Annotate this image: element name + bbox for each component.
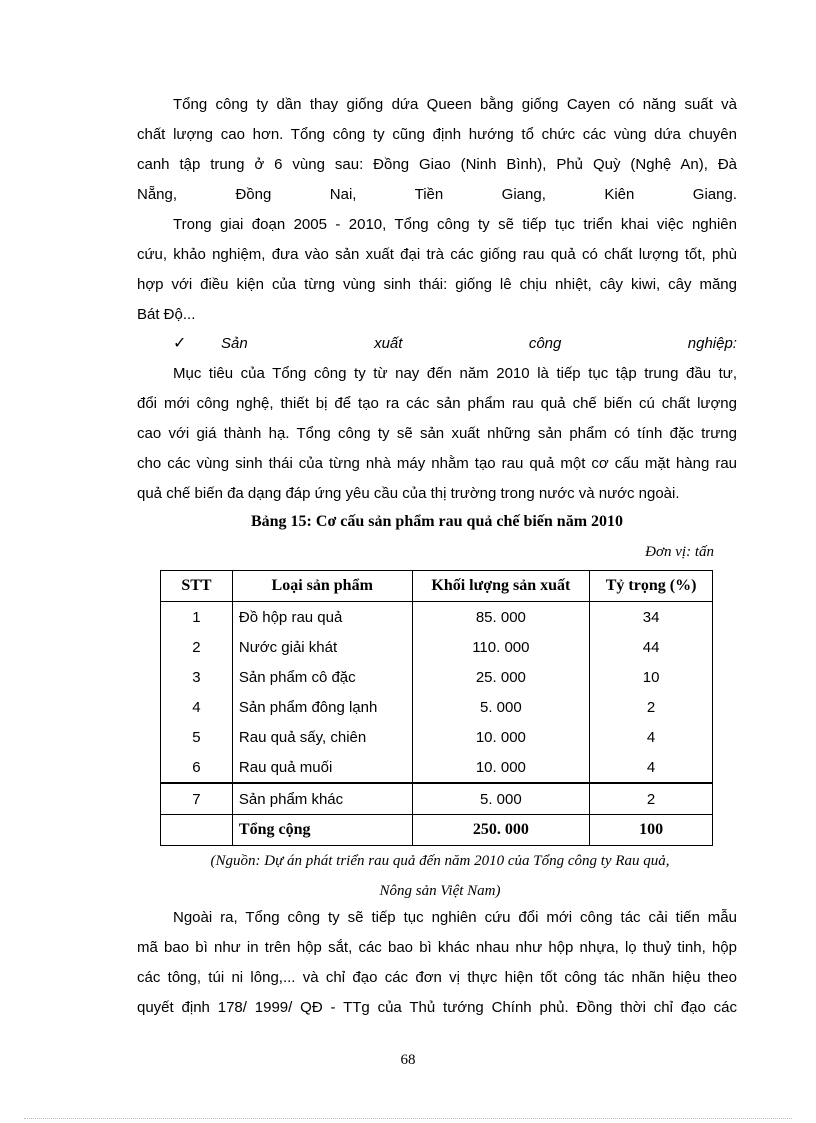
table-source-note xyxy=(160,846,720,906)
cell-share: 44 xyxy=(590,632,713,662)
paragraph-pineapple-varieties xyxy=(137,90,737,210)
source-line: (Nguồn: Dự án phát triển rau quả đến năm 2010 của Tổng công ty Rau quả, xyxy=(210,853,670,869)
table-header-row xyxy=(161,571,713,602)
text-line: Ngoài ra, Tổng công ty sẽ tiếp tục nghiên cứu đổi mới công tác cải tiến mẫu xyxy=(173,909,737,926)
page-number: 68 xyxy=(400,1052,416,1068)
cell-total-share: 100 xyxy=(590,815,713,846)
text-line: đổi mới công nghệ, thiết bị để tạo ra các sản phẩm rau quả chế biến cú chất lượng xyxy=(137,395,737,412)
table-row xyxy=(161,783,713,815)
table-unit: Đơn vị: tấn xyxy=(645,544,714,560)
cell-stt: 5 xyxy=(161,722,233,752)
cell-product: Sản phẩm cô đặc xyxy=(232,662,412,692)
heading-word: công xyxy=(528,335,562,352)
table-row xyxy=(161,632,713,662)
cell-share: 4 xyxy=(590,722,713,752)
text-line: mã bao bì như in trên hộp sắt, các bao bì khác nhau như hộp nhựa, lọ thuỷ tinh, hộp xyxy=(137,939,737,956)
cell-product: Rau quả sấy, chiên xyxy=(232,722,412,752)
cell-share: 4 xyxy=(590,752,713,783)
cell-share: 2 xyxy=(590,692,713,722)
cell-stt: 2 xyxy=(161,632,233,662)
cell-stt-empty xyxy=(161,815,233,846)
cell-product: Sản phẩm khác xyxy=(232,783,412,815)
section-heading-words xyxy=(203,329,737,359)
table-row xyxy=(161,692,713,722)
cell-share: 2 xyxy=(590,783,713,815)
cell-product: Đồ hộp rau quả xyxy=(232,602,412,633)
cell-product: Rau quả muối xyxy=(232,752,412,783)
table-row xyxy=(161,722,713,752)
cell-stt: 6 xyxy=(161,752,233,783)
cell-volume: 85. 000 xyxy=(412,602,590,633)
table-row xyxy=(161,752,713,783)
heading-word: xuất xyxy=(374,335,403,352)
cell-product: Nước giải khát xyxy=(232,632,412,662)
text-line: các tông, túi ni lông,... và chỉ đạo các đơn vị thực hiện tốt công tác nhãn hiệu theo xyxy=(137,969,737,986)
cell-stt: 4 xyxy=(161,692,233,722)
header-stt: STT xyxy=(161,571,233,602)
cell-volume: 110. 000 xyxy=(412,632,590,662)
cell-volume: 5. 000 xyxy=(412,783,590,815)
cell-share: 10 xyxy=(590,662,713,692)
text-line: hợp với điều kiện của từng vùng sinh thái: giống lê chịu nhiệt, cây kiwi, cây măng xyxy=(137,276,737,293)
text-line: Nẵng, Đồng Nai, Tiền Giang, Kiên Giang. xyxy=(137,186,737,203)
text-line: cứu, khảo nghiệm, đưa vào sản xuất đại trà các giống rau quả có chất lượng tốt, phù xyxy=(137,246,737,263)
product-structure-table xyxy=(160,570,713,846)
text-line: cho các vùng sinh thái của từng nhà máy nhằm tạo rau quả một cơ cấu mặt hàng rau xyxy=(137,455,737,472)
page-bottom-divider xyxy=(24,1118,792,1119)
paragraph-packaging xyxy=(137,903,737,1023)
heading-word: nghiệp: xyxy=(687,335,737,352)
paragraph-research-plan xyxy=(137,210,737,330)
table-row xyxy=(161,602,713,633)
heading-word: Sản xyxy=(221,335,248,352)
cell-volume: 25. 000 xyxy=(412,662,590,692)
table-caption: Bảng 15: Cơ cấu sản phẩm rau quả chế biến năm 2010 xyxy=(250,513,624,530)
text-line: Tổng công ty dần thay giống dứa Queen bằng giống Cayen có năng suất và xyxy=(173,96,737,113)
header-volume: Khối lượng sản xuất xyxy=(412,571,590,602)
paragraph-objectives xyxy=(137,359,737,509)
text-line: Trong giai đoạn 2005 - 2010, Tổng công ty sẽ tiếp tục triển khai việc nghiên xyxy=(173,216,737,233)
text-line: Bát Độ... xyxy=(137,306,196,323)
table-total-row xyxy=(161,815,713,846)
text-line: quả chế biến đa dạng đáp ứng yêu cầu của thị trường trong nước và nước ngoài. xyxy=(137,485,680,502)
cell-volume: 10. 000 xyxy=(412,722,590,752)
header-share: Tỷ trọng (%) xyxy=(590,571,713,602)
source-line: Nông sản Việt Nam) xyxy=(379,883,501,899)
table-row xyxy=(161,662,713,692)
header-product-type: Loại sản phẩm xyxy=(232,571,412,602)
cell-volume: 5. 000 xyxy=(412,692,590,722)
cell-total-label: Tổng cộng xyxy=(232,815,412,846)
cell-stt: 3 xyxy=(161,662,233,692)
text-line: chất lượng cao hơn. Tổng công ty cũng định hướng tổ chức các vùng dứa chuyên xyxy=(137,126,737,143)
text-line: Mục tiêu của Tổng công ty từ nay đến năm 2010 là tiếp tục tập trung đầu tư, xyxy=(173,365,737,382)
cell-total-volume: 250. 000 xyxy=(412,815,590,846)
cell-share: 34 xyxy=(590,602,713,633)
cell-stt: 7 xyxy=(161,783,233,815)
section-heading-industrial-production xyxy=(137,329,737,359)
cell-stt: 1 xyxy=(161,602,233,633)
text-line: cao với giá thành hạ. Tổng công ty sẽ sản xuất những sản phẩm có tính đặc trưng xyxy=(137,425,737,442)
checkmark-icon: ✓ xyxy=(173,335,187,352)
cell-product: Sản phẩm đông lạnh xyxy=(232,692,412,722)
text-line: canh tập trung ở 6 vùng sau: Đồng Giao (Ninh Bình), Phủ Quỳ (Nghệ An), Đà xyxy=(137,156,737,173)
cell-volume: 10. 000 xyxy=(412,752,590,783)
text-line: quyết định 178/ 1999/ QĐ - TTg của Thủ tướng Chính phủ. Đồng thời chỉ đạo các xyxy=(137,999,737,1016)
